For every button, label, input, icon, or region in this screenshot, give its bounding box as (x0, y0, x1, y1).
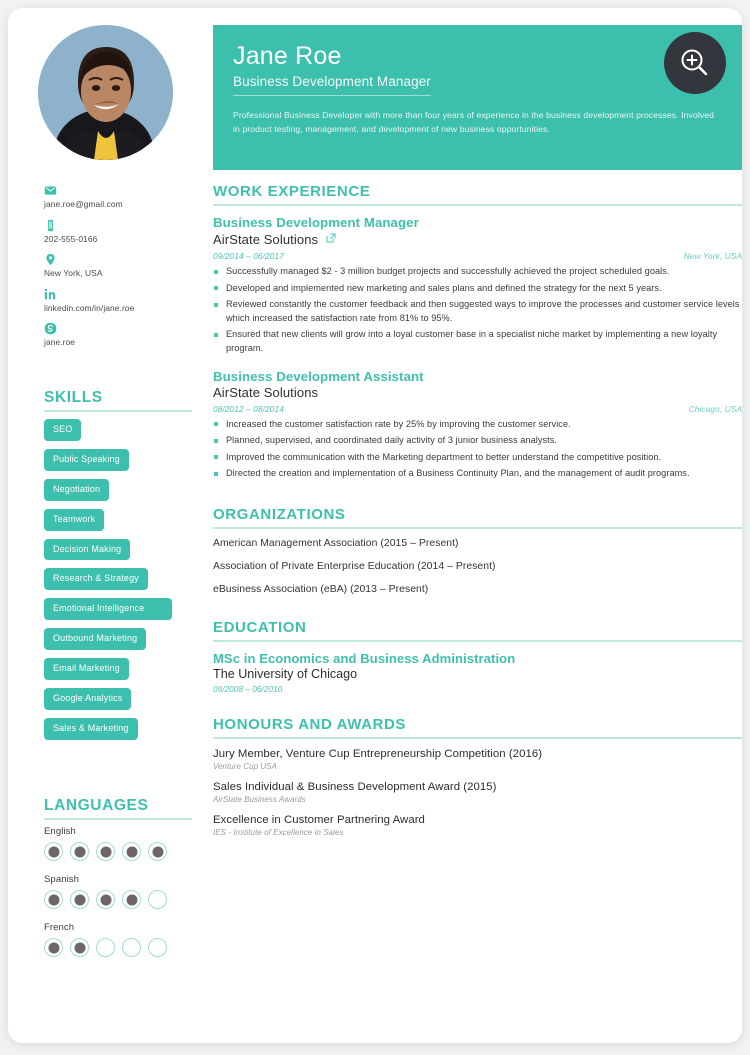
contact-list (44, 184, 204, 357)
skills-list (44, 419, 204, 748)
job-company (213, 231, 742, 247)
skill-tag[interactable]: Teamwork (44, 509, 104, 531)
language-french (44, 922, 204, 969)
job-location: Chicago, USA (688, 403, 742, 414)
skill-tag[interactable]: Sales & Marketing (44, 718, 138, 740)
job-location: New York, USA (683, 251, 742, 261)
resume-page (8, 8, 742, 1043)
language-level-dots (44, 890, 204, 909)
language-spanish (44, 874, 204, 921)
job-company-name: AirState Solutions (213, 232, 319, 247)
level-dot-filled (122, 890, 141, 909)
organizations-heading: ORGANIZATIONS (213, 506, 742, 529)
job-bullet: Developed and implemented new marketing and sales plans and defined the strategy for the next 5 years. (213, 282, 742, 296)
award-subtitle: AirState Business Awards (213, 795, 306, 805)
education-date-range: 09/2008 – 06/2010 (213, 684, 283, 695)
education-degree: MSc in Economics and Business Administration (213, 651, 516, 667)
skill-tag[interactable]: Email Marketing (44, 658, 129, 680)
level-dot-filled (122, 842, 141, 861)
contact-linkedin-value: linkedin.com/in/jane.roe (44, 302, 135, 313)
level-dot-filled (70, 890, 89, 909)
sidebar (8, 8, 205, 1043)
organizations-list (213, 538, 742, 595)
language-label: Spanish (44, 874, 80, 885)
job-title: Business Development Manager (213, 215, 419, 230)
languages-heading: LANGUAGES (44, 797, 192, 820)
language-label: French (44, 922, 75, 933)
skills-heading: SKILLS (44, 389, 192, 412)
skill-tag[interactable]: Google Analytics (44, 688, 131, 710)
language-label: English (44, 826, 76, 837)
awards-list (213, 748, 742, 837)
skill-tag[interactable]: Negotiation (44, 479, 109, 501)
skill-tag[interactable]: Decision Making (44, 539, 130, 561)
skill-tag[interactable]: Research & Strategy (44, 568, 148, 590)
organization-item: eBusiness Association (eBA) (2013 – Present) (213, 584, 429, 596)
header-band (213, 25, 742, 170)
award-item (213, 781, 742, 804)
job-bullet: Increased the customer satisfaction rate by 25% by improving the customer service. (213, 418, 742, 432)
language-level-dots (44, 842, 204, 861)
language-english (44, 826, 204, 873)
job-company (213, 385, 742, 400)
level-dot-empty (96, 938, 115, 957)
level-dot-filled (44, 890, 63, 909)
award-item (213, 748, 742, 771)
contact-item-linkedin[interactable] (44, 288, 204, 314)
job-meta (213, 251, 742, 261)
job-bullet: Successfully managed $2 - 3 million budget projects and successfully achieved the project scheduled goals. (213, 265, 742, 279)
contact-phone-value: 202-555-0166 (44, 233, 98, 244)
main-sections (213, 183, 742, 847)
education-school: The University of Chicago (213, 667, 358, 682)
level-dot-filled (70, 842, 89, 861)
award-item (213, 814, 742, 837)
job-date-range: 09/2014 – 06/2017 (213, 251, 284, 261)
level-dot-empty (148, 890, 167, 909)
job-bullet: Directed the creation and implementation of a Business Continuity Plan, and the management of audit programs. (213, 467, 742, 481)
magnifier-plus-icon (678, 46, 712, 80)
skill-tag[interactable]: Public Speaking (44, 449, 129, 471)
page-title: Jane Roe (233, 42, 342, 70)
avatar (38, 25, 173, 160)
job-bullet: Planned, supervised, and coordinated daily activity of 3 junior business analysts. (213, 434, 742, 448)
contact-item-email[interactable] (44, 184, 204, 210)
job-meta (213, 404, 742, 414)
contact-item-location[interactable] (44, 253, 204, 279)
location-pin-icon (44, 253, 57, 266)
skype-icon (44, 322, 57, 335)
education-entry (213, 651, 742, 694)
level-dot-filled (44, 842, 63, 861)
award-title: Jury Member, Venture Cup Entrepreneurship Competition (2016) (213, 748, 543, 761)
skill-tag[interactable]: Emotional Intelligence (44, 598, 172, 620)
level-dot-empty (148, 938, 167, 957)
job-company-name: AirState Solutions (213, 384, 319, 400)
organization-item: Association of Private Enterprise Education (2014 – Present) (213, 561, 496, 573)
language-level-dots (44, 938, 204, 957)
job-date-range: 08/2012 – 08/2014 (213, 403, 284, 414)
job-title: Business Development Assistant (213, 368, 424, 384)
profile-photo-image (38, 25, 173, 160)
level-dot-empty (122, 938, 141, 957)
contact-item-phone[interactable] (44, 219, 204, 245)
zoom-in-button[interactable] (664, 32, 726, 94)
contact-skype-value: jane.roe (44, 337, 76, 347)
awards-heading: HONOURS AND AWARDS (213, 716, 742, 739)
skill-tag[interactable]: SEO (44, 419, 81, 441)
level-dot-filled (96, 842, 115, 861)
organization-item: American Management Association (2015 – Present) (213, 538, 459, 550)
job-bullets (213, 265, 742, 356)
award-title: Sales Individual & Business Development Award (2015) (213, 781, 497, 794)
contact-email-value: jane.roe@gmail.com (44, 199, 123, 209)
job-entry (213, 369, 742, 481)
contact-location-value: New York, USA (44, 268, 103, 278)
phone-icon (44, 219, 57, 232)
job-bullet: Ensured that new clients will grow into a loyal customer base in a specialist niche market by implementing a new loyalty program. (213, 328, 742, 355)
award-subtitle: Venture Cup USA (213, 762, 277, 772)
award-title: Excellence in Customer Partnering Award (213, 814, 425, 827)
skill-tag[interactable]: Outbound Marketing (44, 628, 146, 650)
job-bullet: Improved the communication with the Marketing department to better understand the competitive position. (213, 451, 742, 465)
profile-summary: Professional Business Developer with more than four years of experience in the business development processes. Involved in product testing, management, and development of new business opportunities. (233, 109, 714, 134)
work-experience-heading: WORK EXPERIENCE (213, 183, 742, 206)
job-bullet: Reviewed constantly the customer feedback and then suggested ways to improve the processes and customer service levels which increased the satisfaction rate from 81% to 95%. (213, 298, 742, 325)
envelope-icon (44, 184, 57, 197)
level-dot-filled (44, 938, 63, 957)
job-entry (213, 215, 742, 356)
main-content (205, 8, 742, 1043)
level-dot-filled (70, 938, 89, 957)
job-bullets (213, 418, 742, 481)
contact-item-skype[interactable] (44, 322, 204, 348)
linkedin-icon (44, 288, 57, 301)
level-dot-filled (96, 890, 115, 909)
award-subtitle: IES - Institute of Excellence in Sales (213, 828, 344, 838)
external-link-icon[interactable] (326, 231, 336, 246)
level-dot-filled (148, 842, 167, 861)
education-heading: EDUCATION (213, 619, 742, 642)
job-role-subtitle: Business Development Manager (233, 74, 431, 96)
